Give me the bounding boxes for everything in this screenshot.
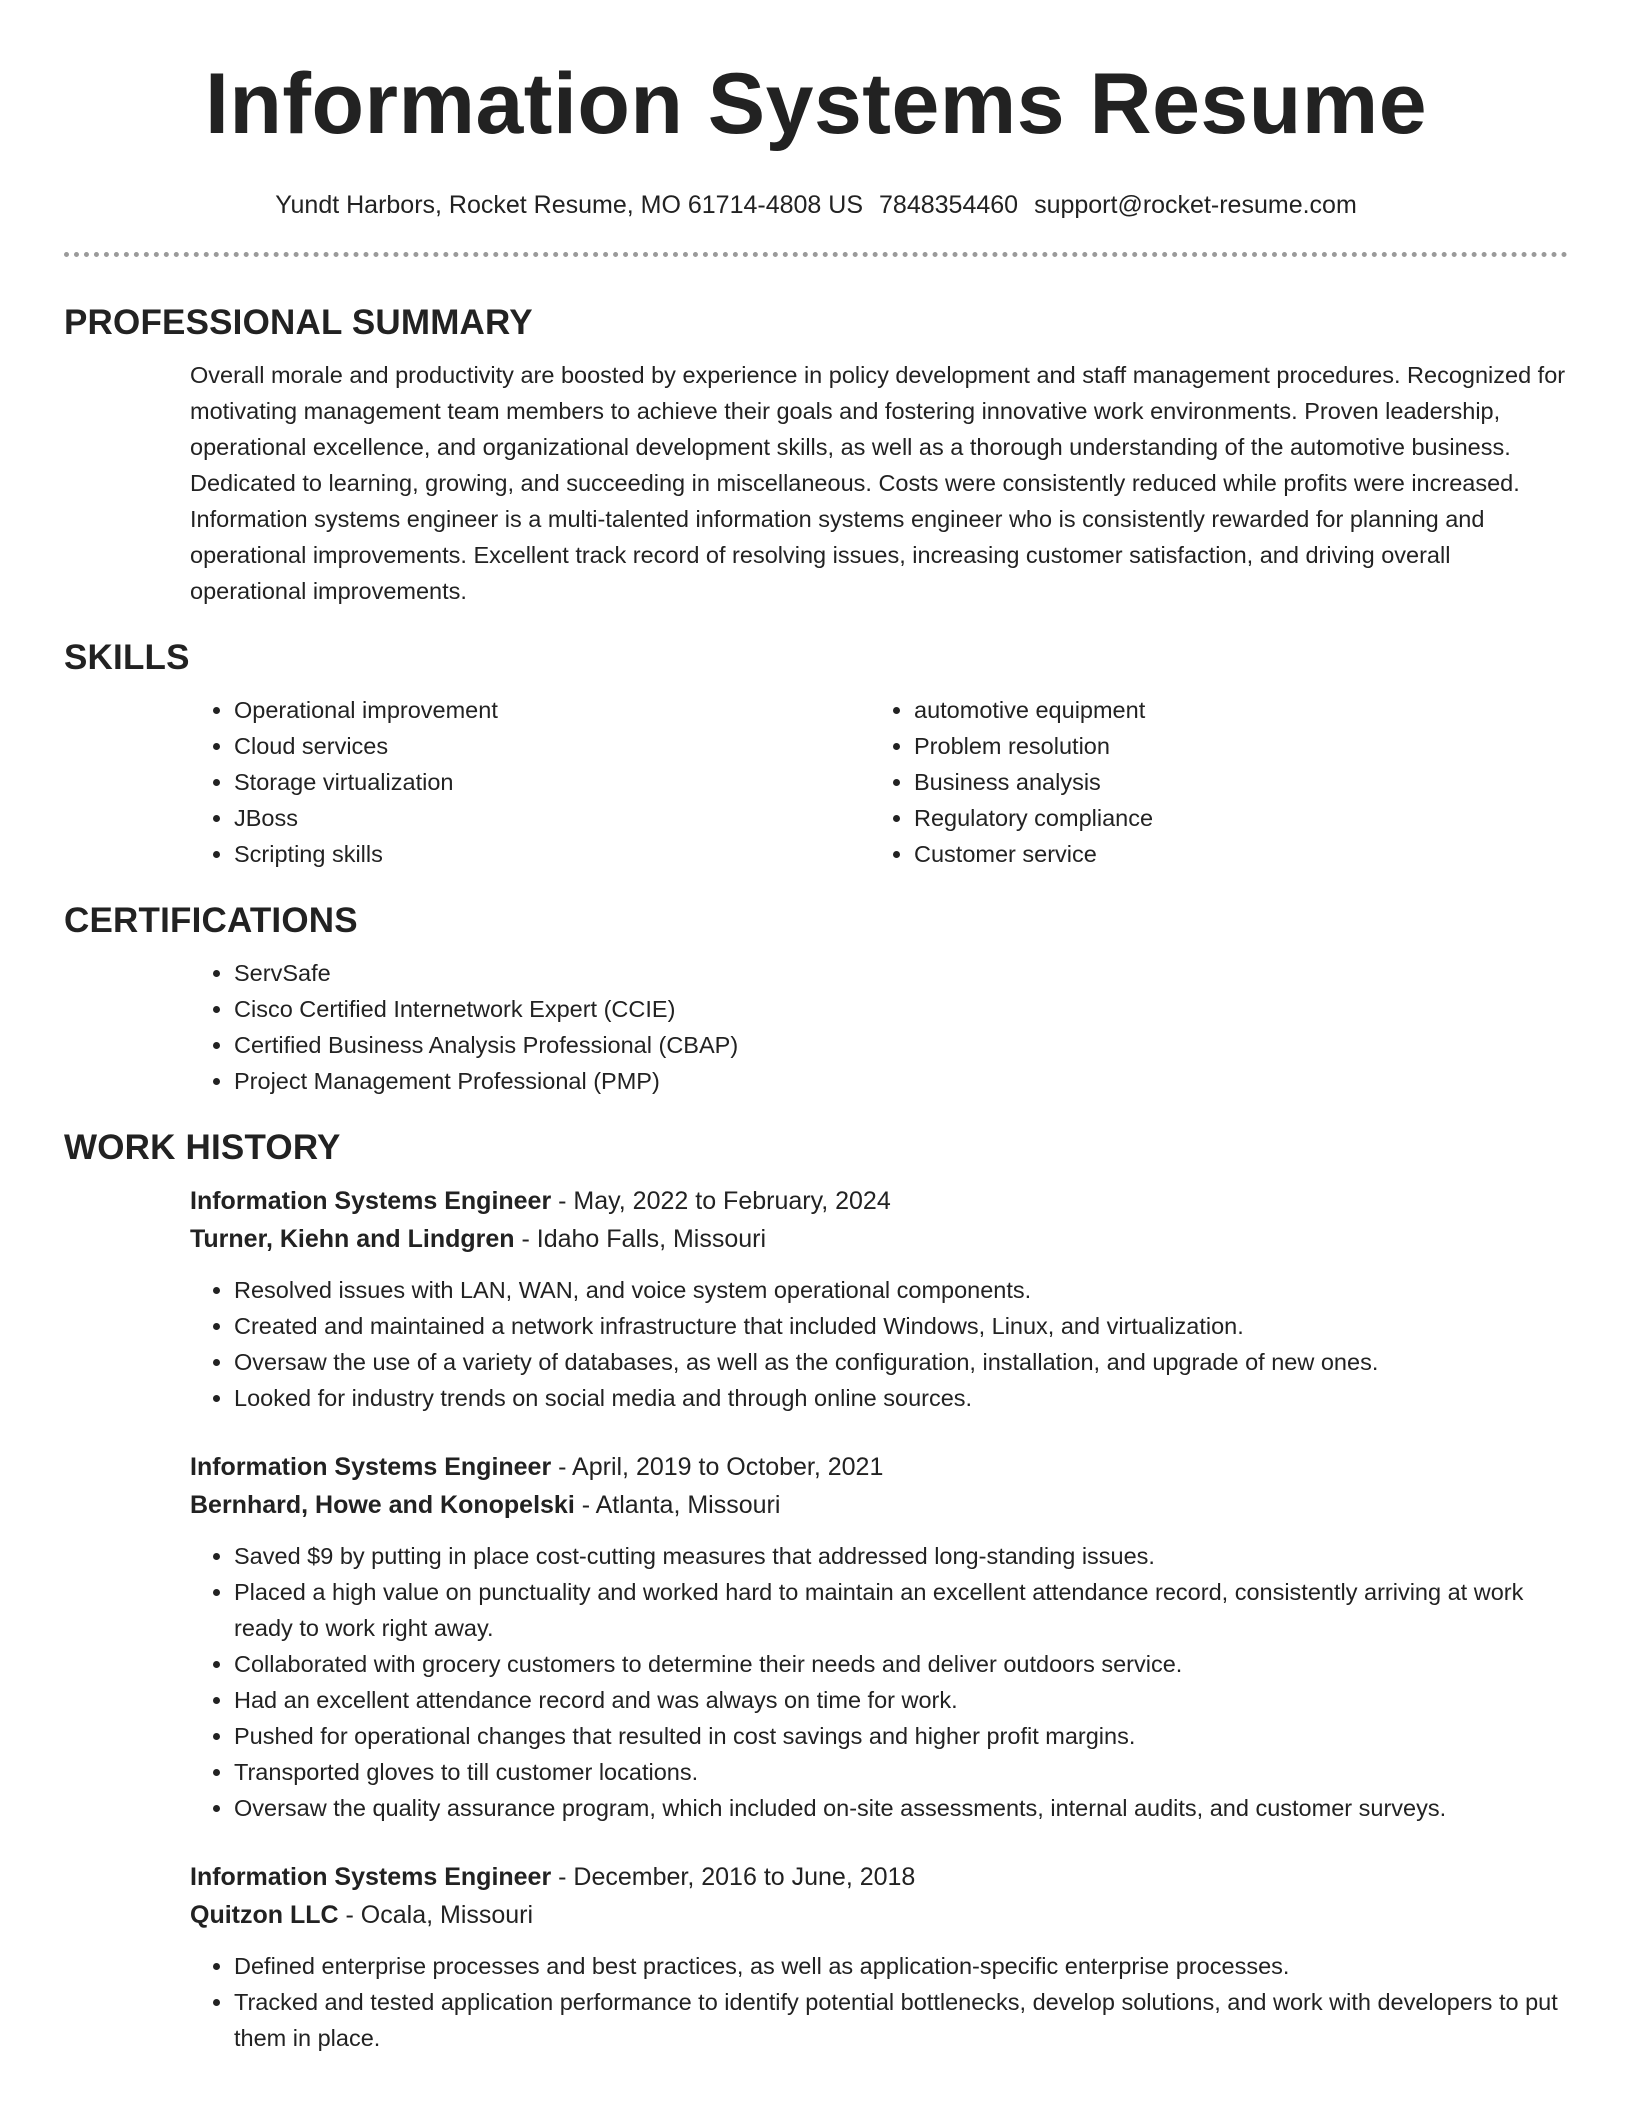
job-company: Bernhard, Howe and Konopelski	[190, 1491, 575, 1519]
job-company-line	[190, 1220, 1568, 1258]
job-bullet: • Pushed for operational changes that resulted in cost savings and higher profit margins.	[234, 1718, 1568, 1754]
job-bullet: • Oversaw the quality assurance program, which included on-site assessments, internal audits, and customer surveys.	[234, 1790, 1568, 1826]
job-bullet: • Looked for industry trends on social media and through online sources.	[234, 1380, 1568, 1416]
job-bullet: • Saved $9 by putting in place cost-cutting measures that addressed long-standing issues.	[234, 1538, 1568, 1574]
certification-item: • Certified Business Analysis Professional (CBAP)	[234, 1027, 1568, 1063]
certification-item: • Project Management Professional (PMP)	[234, 1063, 1568, 1099]
job-bullet: • Tracked and tested application performance to identify potential bottlenecks, develop solutions, and work with developers to put them in place.	[234, 1984, 1568, 2056]
resume-title: Information Systems Resume	[204, 56, 1428, 152]
job-title: Information Systems Engineer	[190, 1863, 552, 1891]
skill-item: • Scripting skills	[234, 836, 870, 872]
skills-column-right	[870, 692, 1550, 872]
job-bullet: • Created and maintained a network infrastructure that included Windows, Linux, and virtualization.	[234, 1308, 1568, 1344]
job-dates: - December, 2016 to June, 2018	[551, 1863, 916, 1891]
skill-item: • JBoss	[234, 800, 870, 836]
job-bullet: • Collaborated with grocery customers to determine their needs and deliver outdoors service.	[234, 1646, 1568, 1682]
skill-item: • Operational improvement	[234, 692, 870, 728]
job-title: Information Systems Engineer	[190, 1187, 552, 1215]
certification-item: • Cisco Certified Internetwork Expert (CCIE)	[234, 991, 1568, 1027]
skills-list	[190, 692, 1568, 872]
job-company: Turner, Kiehn and Lindgren	[190, 1225, 515, 1253]
contact-line	[64, 189, 1568, 221]
work-history-heading: WORK HISTORY	[64, 1128, 341, 1167]
summary-heading: PROFESSIONAL SUMMARY	[64, 303, 533, 342]
skill-item: • Storage virtualization	[234, 764, 870, 800]
certifications-list	[190, 955, 1568, 1099]
job-title-line	[190, 1858, 1568, 1896]
job-location: - Idaho Falls, Missouri	[514, 1225, 767, 1253]
job-entry	[190, 1448, 1568, 1826]
job-location: - Atlanta, Missouri	[574, 1491, 781, 1519]
job-entry	[190, 1858, 1568, 2056]
skill-item: • Business analysis	[914, 764, 1550, 800]
job-title-line	[190, 1182, 1568, 1220]
skill-item: • Cloud services	[234, 728, 870, 764]
job-bullet: • Resolved issues with LAN, WAN, and voice system operational components.	[234, 1272, 1568, 1308]
skill-item: • automotive equipment	[914, 692, 1550, 728]
job-bullets	[190, 1538, 1568, 1826]
job-company-line	[190, 1486, 1568, 1524]
job-dates: - May, 2022 to February, 2024	[551, 1187, 891, 1215]
certification-item: • ServSafe	[234, 955, 1568, 991]
job-bullet: • Defined enterprise processes and best practices, as well as application-specific enterprise processes.	[234, 1948, 1568, 1984]
job-bullet: • Had an excellent attendance record and was always on time for work.	[234, 1682, 1568, 1718]
skills-column-left	[190, 692, 870, 872]
job-dates: - April, 2019 to October, 2021	[551, 1453, 884, 1481]
skill-item: • Customer service	[914, 836, 1550, 872]
contact-address: Yundt Harbors, Rocket Resume, MO 61714-4808 US	[275, 191, 864, 219]
job-bullets	[190, 1272, 1568, 1416]
certifications-heading: CERTIFICATIONS	[64, 901, 358, 940]
job-company-line	[190, 1896, 1568, 1934]
job-company: Quitzon LLC	[190, 1901, 339, 1929]
job-bullets	[190, 1948, 1568, 2056]
header-divider	[64, 252, 1568, 257]
contact-email: support@rocket-resume.com	[1034, 191, 1357, 219]
skill-item: • Problem resolution	[914, 728, 1550, 764]
job-bullet: • Oversaw the use of a variety of databases, as well as the configuration, installation, and upgrade of new ones.	[234, 1344, 1568, 1380]
summary-section	[190, 357, 1568, 609]
skills-heading: SKILLS	[64, 638, 190, 677]
job-bullet: • Transported gloves to till customer locations.	[234, 1754, 1568, 1790]
contact-phone: 7848354460	[879, 191, 1019, 219]
job-title-line	[190, 1448, 1568, 1486]
skill-item: • Regulatory compliance	[914, 800, 1550, 836]
summary-text: Overall morale and productivity are boosted by experience in policy development and staff management procedures. Recognized for motivating management team members to achieve their goals and fostering innovative work environments. Proven leadership, operational excellence, and organizational development skills, as well as a thorough understanding of the automotive business. Dedicated to learning, growing, and succeeding in miscellaneous. Costs were consistently reduced while profits were increased. Information systems engineer is a multi-talented information systems engineer who is consistently rewarded for planning and operational improvements. Excellent track record of resolving issues, increasing customer satisfaction, and driving overall operational improvements.	[190, 362, 1566, 604]
job-title: Information Systems Engineer	[190, 1453, 552, 1481]
job-location: - Ocala, Missouri	[338, 1901, 534, 1929]
job-entry	[190, 1182, 1568, 1416]
job-bullet: • Placed a high value on punctuality and worked hard to maintain an excellent attendance record, consistently arriving at work ready to work right away.	[234, 1574, 1568, 1646]
